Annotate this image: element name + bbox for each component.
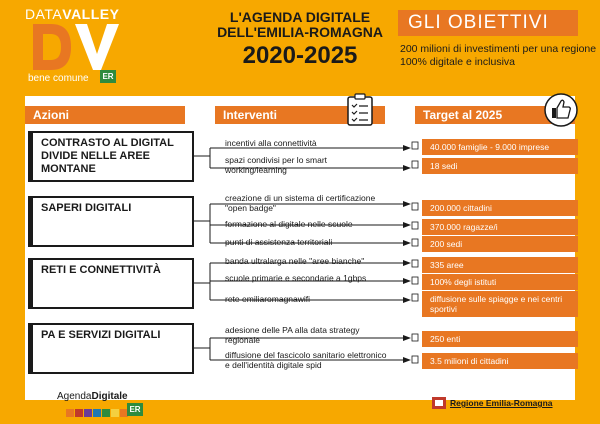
target-item: 250 enti: [422, 331, 578, 347]
intervention-item: diffusione del fascicolo sanitario elettronico e dell'identità digitale spid: [225, 350, 387, 370]
objectives-text: 200 milioni di investimenti per una regione 100% digitale e inclusiva: [400, 43, 597, 68]
er-badge: ER: [100, 70, 116, 83]
intervention-item: adesione delle PA alla data strategy regionale: [225, 325, 360, 345]
title-line2: DELL'EMILIA-ROMAGNA: [217, 24, 383, 40]
intervention-item: banda ultralarga nelle "aree bianche": [225, 256, 365, 266]
target-item: 370.000 ragazze/i: [422, 219, 578, 235]
action-pa-servizi: PA E SERVIZI DIGITALI: [28, 323, 194, 374]
action-reti-connettivita: RETI E CONNETTIVITÀ: [28, 258, 194, 309]
action-digital-divide: CONTRASTO AL DIGITAL DIVIDE NELLE AREE MONTANE: [28, 131, 194, 182]
intervention-item: formazione al digitale nelle scuole: [225, 219, 353, 229]
agenda-color-squares: [57, 404, 129, 422]
target-item: 200 sedi: [422, 236, 578, 252]
target-item: 18 sedi: [422, 158, 578, 174]
intervention-item: rete emiliaromagnawifi: [225, 294, 311, 304]
title-line1: L'AGENDA DIGITALE: [229, 9, 371, 25]
target-item: 335 aree: [422, 257, 578, 273]
title-years: 2020-2025: [242, 42, 358, 69]
intervention-item: spazi condivisi per lo smart working/learning: [225, 155, 328, 175]
agenda-digitale-logo: AgendaDigitale: [57, 391, 128, 402]
region-logo-icon: [432, 397, 446, 409]
logo-subtitle: bene comune: [28, 73, 89, 84]
target-item: 40.000 famiglie - 9.000 imprese: [422, 139, 578, 155]
action-saperi-digitali: SAPERI DIGITALI: [28, 196, 194, 247]
intervention-item: scuole primarie e secondarie a 1gbps: [225, 273, 367, 283]
target-item: 3.5 milioni di cittadini: [422, 353, 578, 369]
col-head-actions: Azioni: [25, 106, 185, 124]
objectives-label: GLI OBIETTIVI: [398, 10, 578, 36]
logo-title: DATAVALLEY: [25, 6, 120, 22]
col-head-interventions: Interventi: [215, 106, 385, 124]
target-item: 100% degli istituti: [422, 274, 578, 290]
target-item: 200.000 cittadini: [422, 200, 578, 216]
col-head-targets: Target al 2025: [415, 106, 575, 124]
agenda-er-badge: ER: [127, 403, 143, 416]
intervention-item: incentivi alla connettività: [225, 138, 317, 148]
target-item: diffusione sulle spiagge e nei centri sportivi: [422, 291, 578, 317]
intervention-item: punti di assistenza territoriali: [225, 237, 333, 247]
intervention-item: creazione di un sistema di certificazione "open badge": [225, 193, 376, 213]
region-name: Regione Emilia-Romagna: [450, 398, 553, 408]
